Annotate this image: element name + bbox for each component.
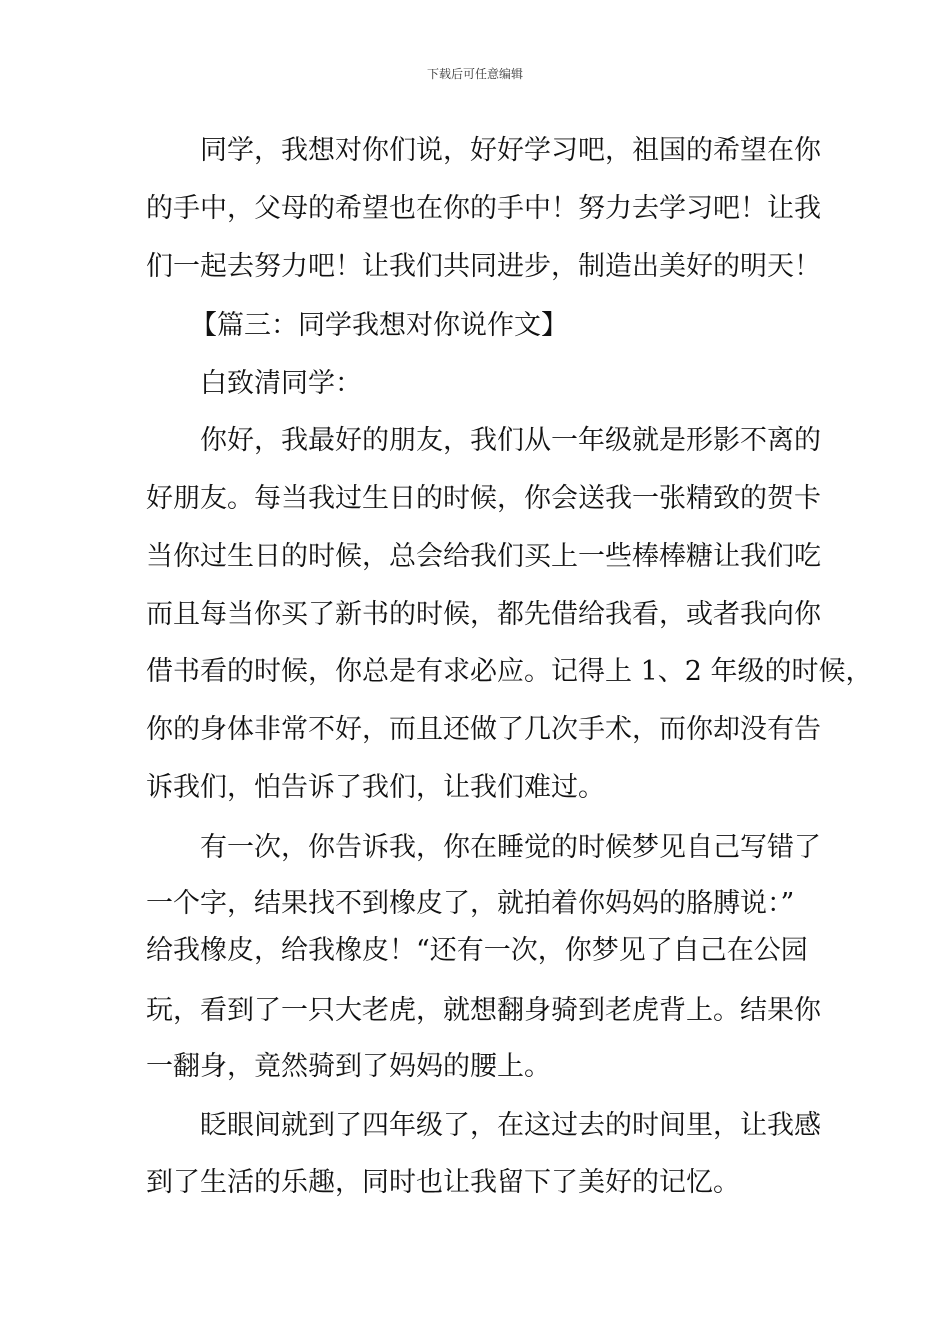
- paragraph-line: 你好，我最好的朋友，我们从一年级就是形影不离的: [200, 425, 821, 456]
- paragraph-line: 诉我们，怕告诉了我们，让我们难过。: [146, 772, 605, 803]
- section-heading: 【篇三：同学我想对你说作文】: [190, 310, 568, 341]
- paragraph-line: 给我橡皮，给我橡皮！“还有一次，你梦见了自己在公园: [146, 935, 808, 966]
- paragraph-line: 一个字，结果找不到橡皮了，就拍着你妈妈的胳膊说：”: [146, 888, 795, 919]
- paragraph-line: 到了生活的乐趣，同时也让我留下了美好的记忆。: [146, 1167, 740, 1198]
- paragraph-line: 玩，看到了一只大老虎，就想翻身骑到老虎背上。结果你: [146, 995, 821, 1026]
- page-header: 下载后可任意编辑: [426, 67, 523, 81]
- paragraph-line: 好朋友。每当我过生日的时候，你会送我一张精致的贺卡: [146, 483, 821, 514]
- paragraph-line: 而且每当你买了新书的时候，都先借给我看，或者我向你: [146, 599, 821, 630]
- paragraph-line: 你的身体非常不好，而且还做了几次手术，而你却没有告: [146, 714, 821, 745]
- paragraph-line: 有一次，你告诉我，你在睡觉的时候梦见自己写错了: [200, 832, 821, 863]
- salutation: 白致清同学：: [200, 368, 362, 399]
- paragraph-line: 同学，我想对你们说，好好学习吧，祖国的希望在你: [200, 135, 821, 166]
- paragraph-line: 一翻身，竟然骑到了妈妈的腰上。: [146, 1051, 551, 1082]
- paragraph-line: 的手中，父母的希望也在你的手中！努力去学习吧！让我: [146, 193, 821, 224]
- paragraph-line: 眨眼间就到了四年级了，在这过去的时间里，让我感: [200, 1110, 821, 1141]
- paragraph-line: 当你过生日的时候，总会给我们买上一些棒棒糖让我们吃: [146, 541, 821, 572]
- paragraph-line: 们一起去努力吧！让我们共同进步，制造出美好的明天！: [146, 251, 821, 282]
- paragraph-line: 借书看的时候，你总是有求必应。记得上 1、2 年级的时候，: [146, 656, 873, 687]
